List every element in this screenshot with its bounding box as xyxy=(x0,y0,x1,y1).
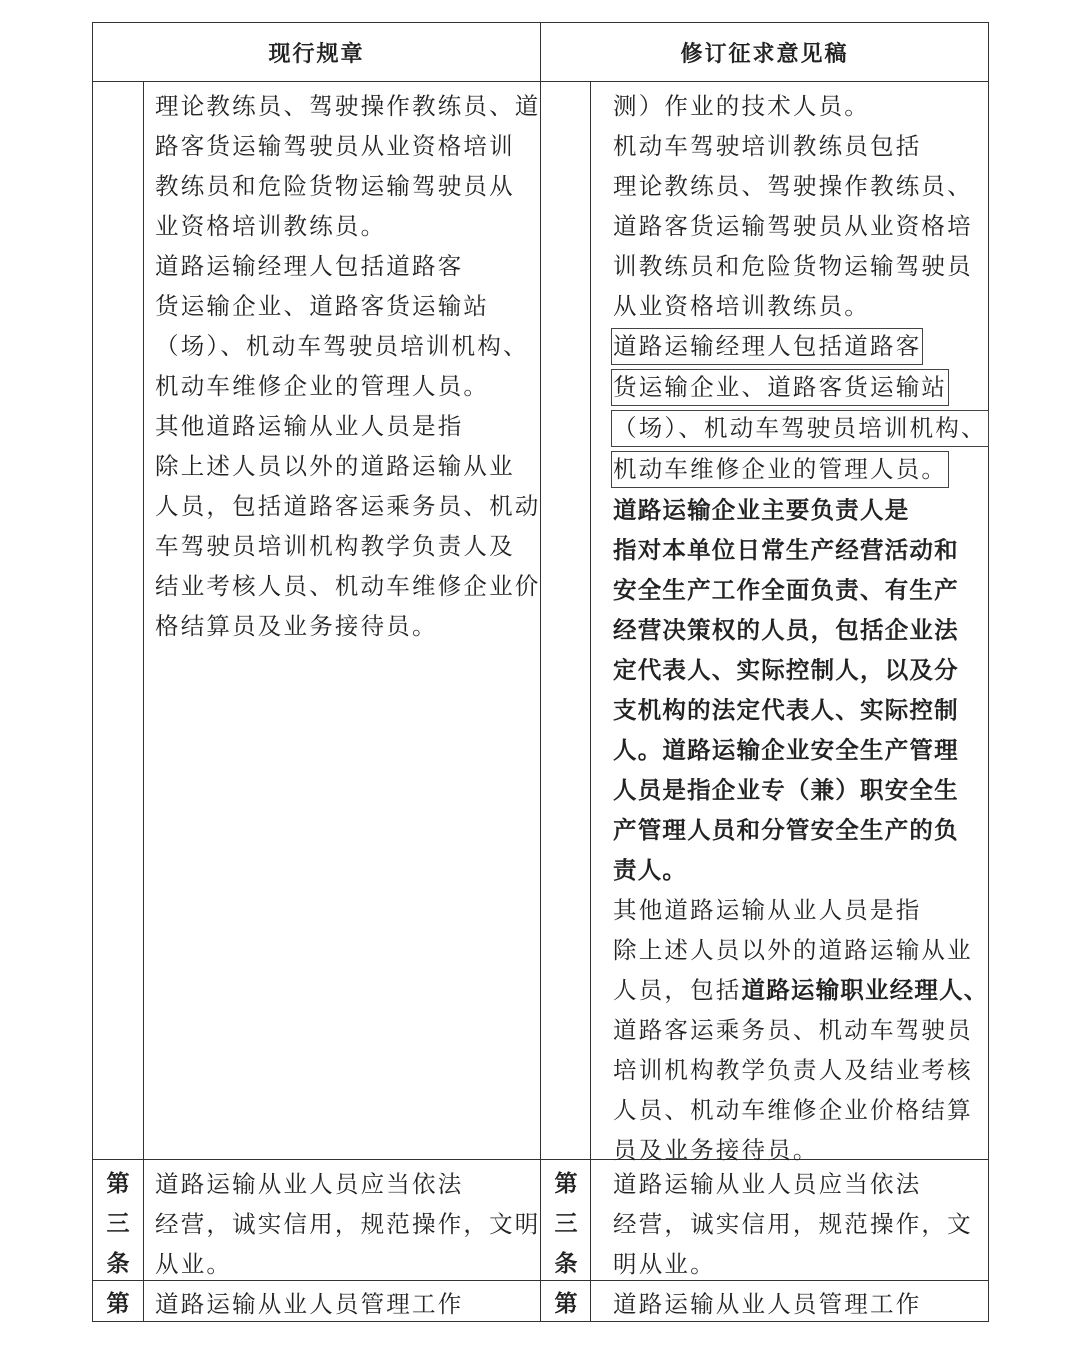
row1-left-text xyxy=(155,86,541,646)
text-line: 人员、机动车维修企业价格结算 xyxy=(613,1096,973,1124)
label-char: 第 xyxy=(106,1291,130,1317)
added-text-line: 人员是指企业专（兼）职安全生 xyxy=(613,776,959,804)
text-line: 道路运输从业人员应当依法 xyxy=(155,1170,464,1198)
row2-left-text xyxy=(155,1164,541,1284)
left-label-divider xyxy=(143,81,144,1321)
added-text-line: 指对本单位日常生产经营活动和 xyxy=(613,536,959,564)
row2-right-text xyxy=(613,1164,973,1284)
text-line: 培训机构教学负责人及结业考核 xyxy=(613,1056,973,1084)
text-line: 明从业。 xyxy=(613,1250,716,1278)
row3-right-text xyxy=(613,1284,921,1324)
label-char: 条 xyxy=(106,1251,130,1277)
added-text-line: 安全生产工作全面负责、有生产 xyxy=(613,576,959,604)
text-line: 测）作业的技术人员。 xyxy=(613,92,870,120)
label-char: 三 xyxy=(106,1211,130,1237)
text-line: 理论教练员、驾驶操作教练员、 xyxy=(613,172,973,200)
text-line: 机动车维修企业的管理人员。 xyxy=(155,372,490,400)
text-line: （场）、机动车驾驶员培训机构、 xyxy=(155,332,529,360)
text-line: 人员，包括道路客运乘务员、机动 xyxy=(155,492,541,520)
text-line: 道路客运乘务员、机动车驾驶员 xyxy=(613,1016,973,1044)
text-line xyxy=(613,449,989,490)
text-line: 除上述人员以外的道路运输从业 xyxy=(613,936,973,964)
article-3-label-left xyxy=(93,1164,143,1284)
deleted-text-box: 货运输企业、道路客货运输站 xyxy=(611,369,949,406)
deleted-text-box: 机动车维修企业的管理人员。 xyxy=(611,451,949,488)
added-text-line: 产管理人员和分管安全生产的负 xyxy=(613,816,959,844)
text-line: 训教练员和危险货物运输驾驶员 xyxy=(613,252,973,280)
text-line xyxy=(613,408,989,449)
text-line: 其他道路运输从业人员是指 xyxy=(613,896,922,924)
text-line: 经营，诚实信用，规范操作，文 xyxy=(613,1210,973,1238)
added-text-segment: 道路运输职业经理人、 xyxy=(741,976,989,1004)
label-char: 条 xyxy=(554,1251,578,1277)
label-char: 三 xyxy=(554,1211,578,1237)
row1-right-text xyxy=(613,86,989,1170)
added-text-line: 定代表人、实际控制人，以及分 xyxy=(613,656,959,684)
text-line: 除上述人员以外的道路运输从业 xyxy=(155,452,515,480)
text-line xyxy=(613,326,989,367)
text-line: 道路运输从业人员应当依法 xyxy=(613,1170,922,1198)
added-text-line: 支机构的法定代表人、实际控制 xyxy=(613,696,959,724)
text-line: 货运输企业、道路客货运输站 xyxy=(155,292,490,320)
comparison-table xyxy=(92,22,989,1322)
text-line: 路客货运输驾驶员从业资格培训 xyxy=(155,132,515,160)
text-line: 格结算员及业务接待员。 xyxy=(155,612,438,640)
text-line: 经营，诚实信用，规范操作，文明 xyxy=(155,1210,541,1238)
text-line xyxy=(613,367,989,408)
label-char: 第 xyxy=(106,1171,130,1197)
text-line: 车驾驶员培训机构教学负责人及 xyxy=(155,532,515,560)
text-line: 道路运输经理人包括道路客 xyxy=(155,252,464,280)
text-line: 理论教练员、驾驶操作教练员、道 xyxy=(155,92,541,120)
header-divider xyxy=(93,81,988,82)
text-line: 教练员和危险货物运输驾驶员从 xyxy=(155,172,515,200)
header-revision-draft: 修订征求意见稿 xyxy=(680,41,849,67)
text-line: 从业资格培训教练员。 xyxy=(613,292,870,320)
label-char: 第 xyxy=(554,1291,578,1317)
text-line: 业资格培训教练员。 xyxy=(155,212,387,240)
added-text-line: 人。道路运输企业安全生产管理 xyxy=(613,736,959,764)
header-current-rules: 现行规章 xyxy=(268,41,365,67)
deleted-text-box: 道路运输经理人包括道路客 xyxy=(611,328,923,365)
right-label-divider xyxy=(590,81,591,1321)
added-text-line: 道路运输企业主要负责人是 xyxy=(613,496,910,524)
text-line: 机动车驾驶培训教练员包括 xyxy=(613,132,922,160)
deleted-text-box: （场）、机动车驾驶员培训机构、 xyxy=(611,410,989,447)
article-4-label-right xyxy=(541,1284,591,1324)
text-line: 从业。 xyxy=(155,1250,233,1278)
text-line: 员及业务接待员。 xyxy=(613,1136,819,1164)
row3-left-text xyxy=(155,1284,463,1324)
text-line: 其他道路运输从业人员是指 xyxy=(155,412,464,440)
added-text-line: 经营决策权的人员，包括企业法 xyxy=(613,616,959,644)
text-line: 道路运输从业人员管理工作 xyxy=(613,1290,922,1318)
text-line: 结业考核人员、机动车维修企业价 xyxy=(155,572,541,600)
text-line: 道路客货运输驾驶员从业资格培 xyxy=(613,212,973,240)
label-char: 第 xyxy=(554,1171,578,1197)
article-4-label-left xyxy=(93,1284,143,1324)
added-text-line: 责人。 xyxy=(613,856,688,884)
text-line: 道路运输从业人员管理工作 xyxy=(155,1290,464,1318)
text-line xyxy=(613,970,989,1010)
text-segment: 人员，包括 xyxy=(613,976,742,1004)
article-3-label-right xyxy=(541,1164,591,1284)
